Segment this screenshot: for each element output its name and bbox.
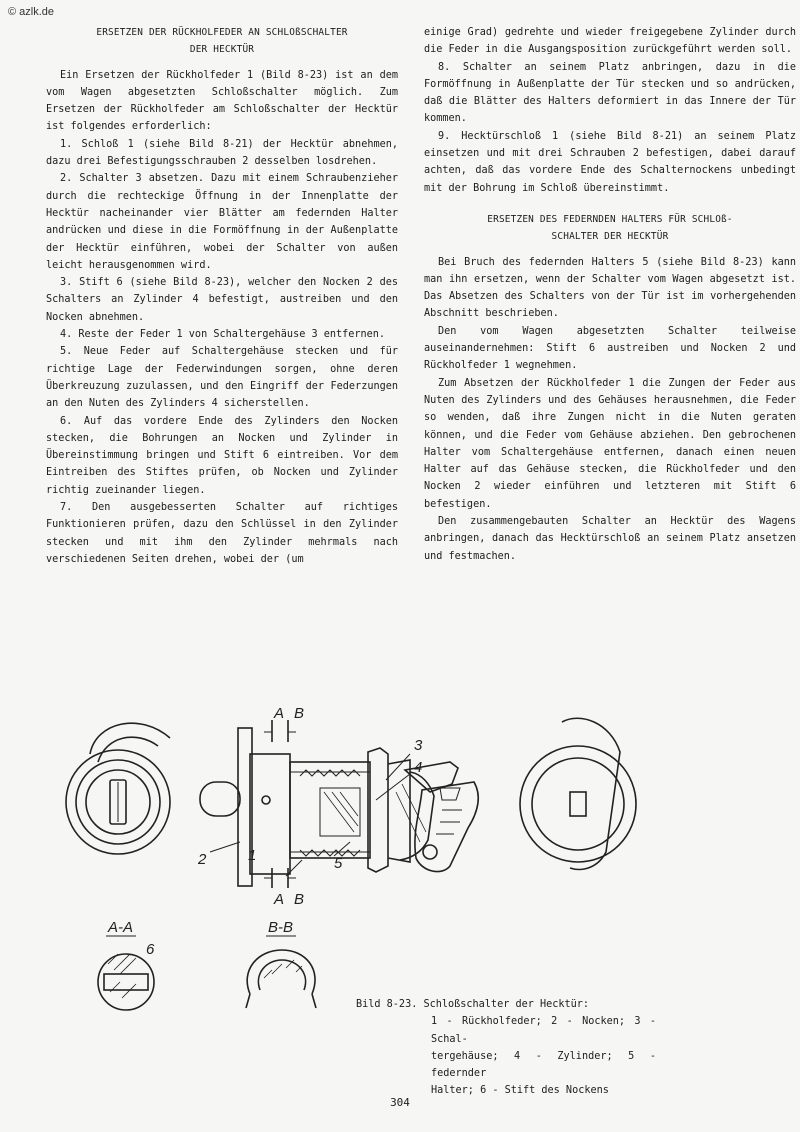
label-6: 6 xyxy=(146,941,155,958)
figure-caption xyxy=(356,996,656,1100)
label-a-top: A xyxy=(274,705,285,722)
paragraph: 6. Auf das vordere Ende des Zylinders den Nocken stecken, die Bohrungen an Nocken und Zylinder in Übereinstimmung bringen und Stift 6 eintreiben. Vor dem Eintreiben des Stiftes prüfen, ob Nocken und Zylinder richtig zueinander liegen. xyxy=(46,415,398,496)
end-view xyxy=(520,718,636,869)
paragraph: 1. Schloß 1 (siehe Bild 8-21) der Hecktür abnehmen, dazu drei Befestigungsschrauben 2 desselben losdrehen. xyxy=(46,138,398,168)
label-b-bottom: B xyxy=(294,891,305,908)
paragraph: 9. Hecktürschloß 1 (siehe Bild 8-21) an seinem Platz einsetzen und mit drei Schrauben 2 befestigen, dabei darauf achten, daß das vordere Ende des Schalternockens unbedingt mit der Bohrung im Schloß übereinstimmt. xyxy=(424,130,796,194)
right-column xyxy=(424,24,796,565)
paragraph: einige Grad) gedrehte und wieder freigegebene Zylinder durch die Feder in die Ausgangsposition zurückgeführt werden soll. xyxy=(424,27,796,56)
section-b-b-title: B-B xyxy=(268,919,294,936)
label-b-top: B xyxy=(294,705,305,722)
label-1: 1 xyxy=(248,847,257,864)
paragraph: 2. Schalter 3 absetzen. Dazu mit einem Schraubenzieher durch die rechteckige Öffnung in der Innenplatte der Hecktür nacheinander vier Blätter am federnden Halter andrücken und diese in die Formöffnung in der Außenplatte der Hecktür einführen, wobei der Schalter von außen leicht herausgenommen wird. xyxy=(46,173,398,271)
label-a-bottom: A xyxy=(274,891,285,908)
paragraph: 5. Neue Feder auf Schaltergehäuse stecken und für richtige Lage der Federwindungen sorgen, ohne deren Überkreuzung zuzulassen, und den Eingriff der Federzungen an den Nuten des Zylinders 4 sicherstellen. xyxy=(46,346,398,410)
label-5: 5 xyxy=(334,855,343,872)
section-heading-cont: SCHALTER DER HECKTÜR xyxy=(551,231,669,243)
label-2: 2 xyxy=(198,851,207,868)
paragraph: Bei Bruch des federnden Halters 5 (siehe Bild 8-23) kann man ihn ersetzen, wenn der Schalter vom Wagen abgesetzt ist. Das Absetzen des Schalters von der Tür ist im vorhergehenden Abschnitt beschrieben. xyxy=(424,256,796,320)
front-view xyxy=(66,723,170,854)
label-4: 4 xyxy=(414,759,423,776)
paragraph: 4. Reste der Feder 1 von Schaltergehäuse 3 entfernen. xyxy=(60,329,386,341)
paragraph: Ein Ersetzen der Rückholfeder 1 (Bild 8-23) ist an dem vom Wagen abgesetzten Schloßschalter möglich. Zum Ersetzen der Rückholfeder am Schloßschalter der Hecktür ist folgendes erforderlich: xyxy=(46,69,398,133)
section-a-a-title: A-A xyxy=(108,919,134,936)
section-heading: ERSETZEN DES FEDERNDEN HALTERS FÜR SCHLOß- xyxy=(487,213,733,225)
caption-line: 1 - Rückholfeder; 2 - Nocken; 3 - Schal- xyxy=(431,1016,656,1045)
paragraph: Den zusammengebauten Schalter an Hecktür des Wagens anbringen, danach das Hecktürschloß an seinem Platz ansetzen und festmachen. xyxy=(424,516,796,562)
paragraph: 8. Schalter an seinem Platz anbringen, dazu in die Formöffnung in Außenplatte der Tür stecken und so andrücken, daß die Blätter des Halters deformiert in das Innere der Tür kommen. xyxy=(424,61,796,125)
left-column xyxy=(46,24,398,568)
caption-line: Halter; 6 - Stift des Nockens xyxy=(431,1085,609,1097)
label-3: 3 xyxy=(414,737,423,754)
caption-title: Bild 8-23. Schloßschalter der Hecktür: xyxy=(356,999,590,1010)
key-drawing xyxy=(405,762,478,872)
caption-line: tergehäuse; 4 - Zylinder; 5 - federnder xyxy=(431,1050,656,1080)
paragraph: 7. Den ausgebesserten Schalter auf richtiges Funktionieren prüfen, dazu den Schlüssel in den Zylinder stecken und mit ihm den Zylinder mehrmals nach verschiedenen Seiten drehen, wobei der (um xyxy=(46,502,398,565)
paragraph: 3. Stift 6 (siehe Bild 8-23), welcher den Nocken 2 des Schalters an Zylinder 4 befestigt, austreiben und den Nocken abnehmen. xyxy=(46,277,398,323)
technical-drawing xyxy=(50,692,660,1024)
section-heading-cont: DER HECKTÜR xyxy=(189,44,255,56)
section-heading: ERSETZEN DER RÜCKHOLFEDER AN SCHLOßSCHALTER xyxy=(96,27,348,38)
page-number: 304 xyxy=(390,1096,410,1109)
paragraph: Den vom Wagen abgesetzten Schalter teilweise auseinandernehmen: Stift 6 austreiben und Nocken 2 und Rückholfeder 1 wegnehmen. xyxy=(424,325,796,372)
paragraph: Zum Absetzen der Rückholfeder 1 die Zungen der Feder aus Nuten des Zylinders und des Gehäuses herausnehmen, die Feder so wenden, daß ihre Zungen nicht in die Nuten geraten können, und die Feder vom Gehäuse abziehen. Den gebrochenen Halter vom Schaltergehäuse entfernen, danach einen neuen Halter auf das Gehäuse stecken, die Rückholfeder und den Nocken 2 wieder einführen und letzteren mit Stift 6 befestigen. xyxy=(424,377,796,510)
watermark: © azlk.de xyxy=(8,6,55,18)
section-b-b xyxy=(246,936,316,1008)
